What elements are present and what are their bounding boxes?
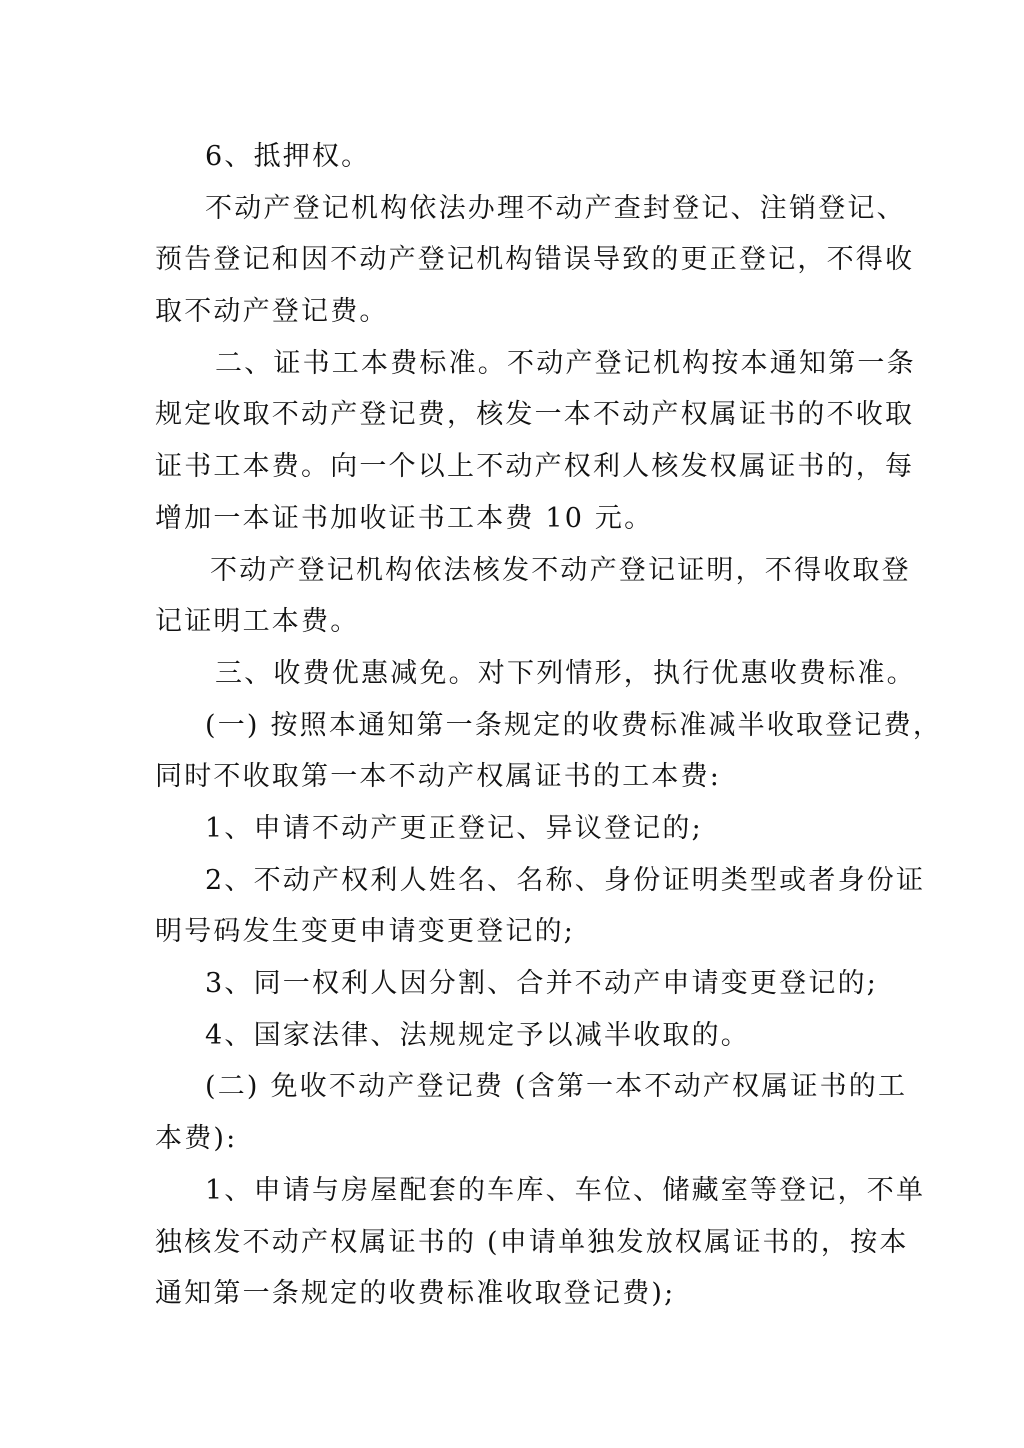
paragraph-line-04: 取不动产登记费。 [155,296,389,327]
paragraph-line-12: (一) 按照本通知第一条规定的收费标准减半收取登记费， [205,710,943,741]
paragraph-line-23: 通知第一条规定的收费标准收取登记费); [155,1278,676,1309]
list-item-line-18: 4、国家法律、法规规定予以减半收取的。 [205,1020,750,1051]
list-item-line-17: 3、同一权利人因分割、合并不动产申请变更登记的; [205,968,879,999]
list-item-line-21: 1、申请与房屋配套的车库、车位、储藏室等登记，不单 [205,1175,926,1206]
list-item-line-14: 1、申请不动产更正登记、异议登记的; [205,813,703,844]
list-item-line-15: 2、不动产权利人姓名、名称、身份证明类型或者身份证 [205,865,926,896]
paragraph-line-09: 不动产登记机构依法核发不动产登记证明，不得收取登 [210,555,911,586]
paragraph-line-02: 不动产登记机构依法办理不动产查封登记、注销登记、 [205,193,906,224]
paragraph-line-13: 同时不收取第一本不动产权属证书的工本费: [155,761,722,792]
paragraph-line-22: 独核发不动产权属证书的 (申请单独发放权属证书的，按本 [155,1227,909,1258]
paragraph-line-03: 预告登记和因不动产登记机构错误导致的更正登记，不得收 [155,244,915,275]
paragraph-line-07: 证书工本费。向一个以上不动产权利人核发权属证书的，每 [155,451,915,482]
paragraph-line-20: 本费): [155,1123,238,1154]
paragraph-line-01: 6、抵押权。 [205,141,371,172]
section-heading-line-05: 二、证书工本费标准。不动产登记机构按本通知第一条 [215,348,916,379]
section-heading-line-11: 三、收费优惠减免。对下列情形，执行优惠收费标准。 [215,658,916,689]
paragraph-line-08: 增加一本证书加收证书工本费 10 元。 [155,503,654,534]
paragraph-line-06: 规定收取不动产登记费，核发一本不动产权属证书的不收取 [155,399,915,430]
paragraph-line-16: 明号码发生变更申请变更登记的; [155,916,576,947]
paragraph-line-10: 记证明工本费。 [155,606,360,637]
paragraph-line-19: (二) 免收不动产登记费 (含第一本不动产权属证书的工 [205,1071,908,1102]
